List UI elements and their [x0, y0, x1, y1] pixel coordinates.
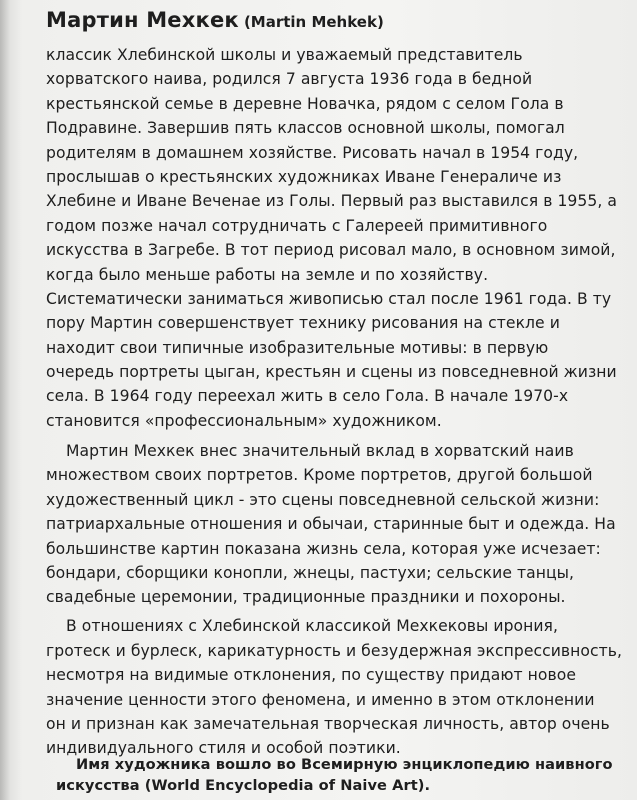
bio-line: Хлебине и Иване Веченае из Голы. Первый раз выставился в 1955, а: [46, 192, 617, 210]
bio-line: классик Хлебинской школы и уважаемый представитель: [46, 46, 523, 64]
bio-line: гротеск и бурлеск, карикатурность и безудержная экспрессивность,: [46, 642, 622, 660]
bio-line: хорватского наива, родился 7 августа 1936 года в бедной: [46, 70, 533, 88]
bio-line: бондари, сборщики конопли, жнецы, пастухи; сельские танцы,: [46, 564, 575, 582]
bio-line: он и признан как замечательная творческая личность, автор очень: [46, 715, 610, 733]
encyclopedia-note: Имя художника вошло во Всемирную энциклопедию наивного: [76, 756, 613, 773]
bio-line: Подравине. Завершив пять классов основной школы, помогал: [46, 119, 565, 137]
artist-name: Мартин Мехкек: [46, 8, 239, 32]
bio-line: годом позже начал сотрудничать с Галереей примитивного: [46, 217, 548, 235]
bio-line: индивидуального стиля и особой поэтики.: [46, 739, 401, 757]
encyclopedia-note: искусства (World Encyclopedia of Naive Art).: [56, 777, 431, 794]
bio-line: патриархальные отношения и обычаи, старинные быт и одежда. На: [46, 515, 616, 533]
frame-edge: [0, 0, 10, 800]
bio-line: прослышав о крестьянских художниках Иване Генераличе из: [46, 168, 562, 186]
bio-line: несмотря на видимые отклонения, по существу придают новое: [46, 666, 576, 684]
bio-line: села. В 1964 году переехал жить в село Гола. В начале 1970-х: [46, 387, 569, 405]
artist-latin-name: (Martin Mehkek): [243, 13, 384, 31]
bio-line: крестьянской семье в деревне Новачка, рядом с селом Гола в: [46, 95, 564, 113]
bio-line: Мартин Мехкек внес значительный вклад в хорватский наив: [66, 442, 574, 460]
bio-line: множеством своих портретов. Кроме портретов, другой большой: [46, 466, 593, 484]
artist-heading: [46, 8, 384, 32]
bio-line: значение ценности этого феномена, и именно в этом отклонении: [46, 691, 595, 709]
bio-line: становится «профессиональным» художником.: [46, 412, 442, 430]
bio-line: художественный цикл - это сцены повседневной сельской жизни:: [46, 491, 600, 509]
bio-line: родителям в домашнем хозяйстве. Рисовать начал в 1954 году,: [46, 144, 579, 162]
bio-line: искусства в Загребе. В тот период рисовал мало, в основном зимой,: [46, 241, 616, 259]
bio-line: очередь портреты цыган, крестьян и сцены из повседневной жизни: [46, 363, 617, 381]
bio-line: находит свои типичные изобразительные мотивы: в первую: [46, 339, 549, 357]
bio-line: большинстве картин показана жизнь села, которая уже исчезает:: [46, 540, 601, 558]
bio-line: пору Мартин совершенствует технику рисования на стекле и: [46, 314, 560, 332]
bio-line: В отношениях с Хлебинской классикой Мехкековы ирония,: [66, 617, 558, 635]
bio-line: когда было меньше работы на земле и по хозяйству.: [46, 266, 489, 284]
bio-line: Систематически заниматься живописью стал после 1961 года. В ту: [46, 290, 612, 308]
bio-line: свадебные церемонии, традиционные праздники и похороны.: [46, 588, 566, 606]
